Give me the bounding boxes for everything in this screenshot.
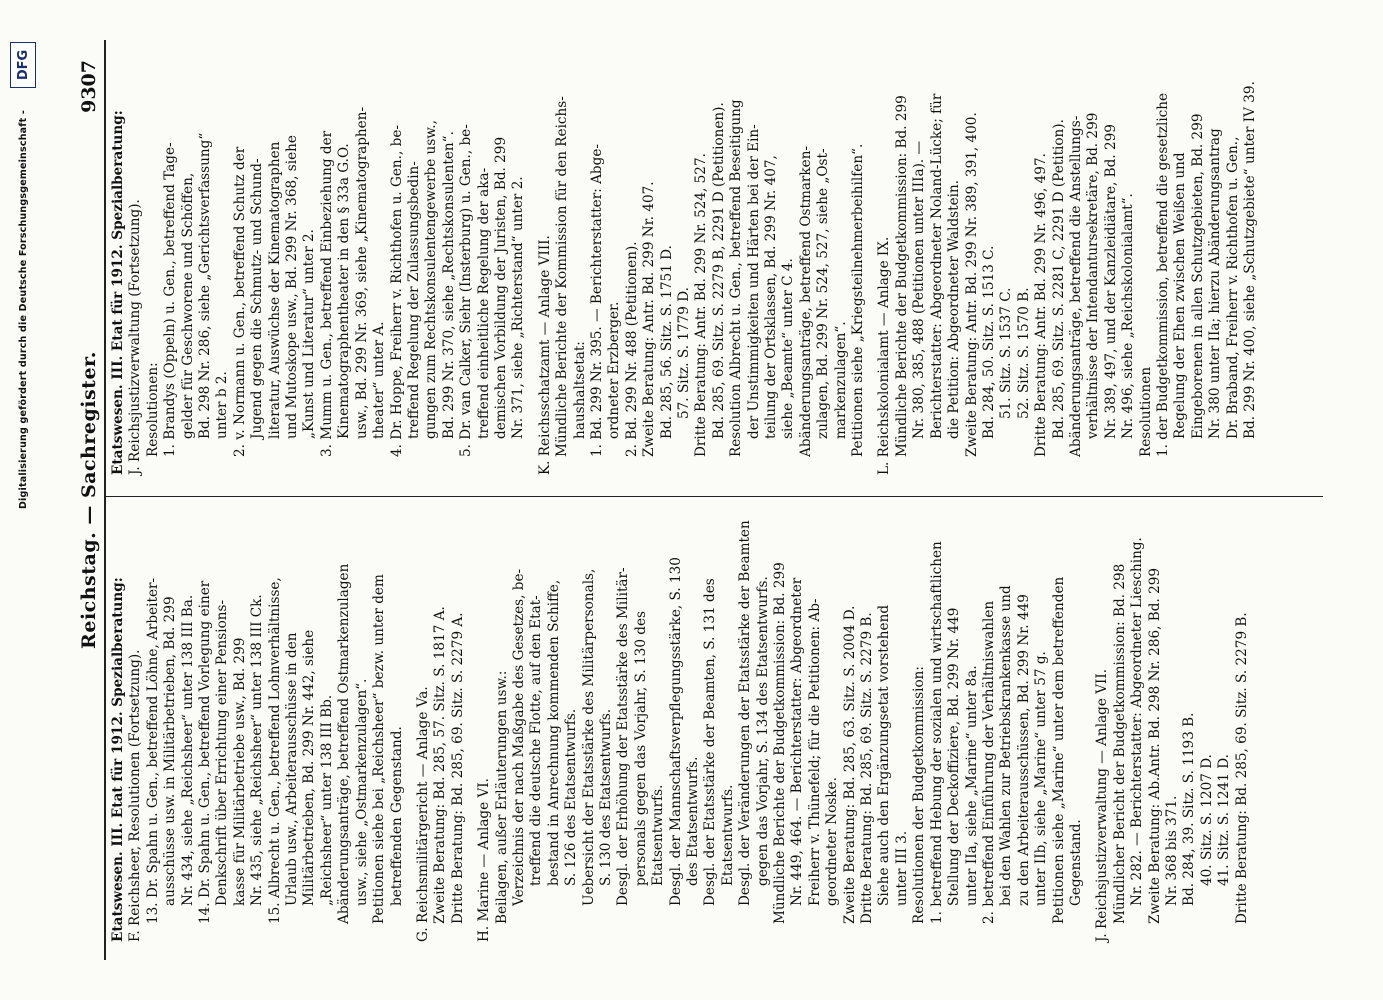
text-line: Jugend gegen die Schmutz- und Schund- [249,158,266,439]
text-line: Nr. 435, siehe „Reichsheer“ unter 138 III Ck. [249,594,266,906]
text-line: literatur, Auswüchse der Kinematographen [266,141,283,439]
text-line: Bd. 285, 56. Sitz. S. 1751 D. [658,245,675,439]
text-line: Nr. 434, siehe „Reichsheer“ unter 138 III Ba. [179,594,196,906]
text-line: zulagen, Bd. 299 Nr. 524, 527, siehe „Ost- [815,148,832,439]
spacer [1085,502,1094,942]
text-line: Resolutionen [1137,366,1154,457]
text-line: Zweite Beratung: Ab.Antr. Bd. 298 Nr. 286, Bd. 299 [1146,567,1163,924]
text-line: 5. Dr. van Calker, Siehr (Insterburg) u. Gen., be- [458,124,475,457]
dfg-logo [10,42,36,88]
text-line: Bd. 285, 69. Sitz. S. 2279 B, 2291 D (Petitionen). [710,102,727,439]
spacer [467,502,476,942]
text-line: Etatsentwurfs. [719,784,736,886]
text-line: Resolutionen: [144,362,161,457]
text-line: Nr. 389, 497, und der Kanzleidiätare, Bd. 299 [1102,124,1119,439]
page-number: 9307 [78,60,100,113]
text-line: Abänderungsanträge, betreffend Ostmarken- [797,145,814,457]
text-line: Mündliche Berichte der Budgetkommission: Bd. 299 [893,95,910,457]
text-line: Zweite Beratung: Bd. 285, 57. Sitz. S. 1817 A. [432,606,449,924]
text-line: 40. Sitz. S. 1207 D. [1198,754,1215,886]
text-line: 1. Bd. 299 Nr. 395. — Berichterstatter: Abge- [588,144,605,457]
text-line: Eingeborenen in allen Schutzgebieten, Bd. 299 [1189,113,1206,439]
text-line: Gegenstand. [1067,819,1084,906]
text-line: Etatsentwurfs. [650,784,667,886]
text-line: demischen Vorbildung der Juristen, Bd. 299 [492,136,509,439]
text-line: G. Reichsmilitärgericht — Anlage Va. [414,686,431,942]
text-line: personals gegen das Vorjahr, S. 130 des [632,610,649,886]
spacer [406,502,415,942]
text-line: Freiherr v. Thünefeld; für die Petitionen: Ab- [806,598,823,906]
running-title: Reichstag. — Sachregister. [78,351,100,649]
text-line: Stellung der Deckoffiziere, Bd. 299 Nr. 449 [946,607,963,906]
text-line: Resolution Albrecht u. Gen., betreffend Beseitigung [728,99,745,457]
text-line: Desgl. der Erhöhung der Etatsstärke des Militär- [615,567,632,906]
text-line: H. Marine — Anlage VI. [476,777,493,942]
text-line: 2. betreffend Einführung der Verhältniswahlen [980,600,997,924]
text-line: Dritte Beratung: Antr. Bd. 299 Nr. 496, 497. [1033,153,1050,457]
text-line: Bd. 299 Nr. 400, siehe „Schutzgebiete“ unter IV 39. [1242,81,1258,439]
text-line: 51. Sitz. S. 1537 C. [998,287,1015,419]
spacer [867,35,876,475]
footer-credit-strip [0,40,40,960]
text-line: Petitionen siehe „Marine“ unter dem betreffenden [1050,576,1067,924]
text-line: „Reichsheer“ unter 138 III Bb. [318,694,335,906]
text-line: Nr. 380, 385, 488 (Petitionen unter IIIa). — [911,140,928,439]
text-line: Kinematographentheater in den § 33a G.O. [336,143,353,439]
text-line: ordneter Erzberger. [606,301,623,439]
text-line: S. 126 des Etatsentwurfs. [563,708,580,886]
text-line: unter b 2. [214,371,231,439]
text-line: Verzeichnis der nach Maßgabe des Gesetzes, be- [510,568,527,906]
text-line: Abänderungsanträge, betreffend die Anstellungs- [1067,115,1084,457]
text-line: Desgl. der Etatsstärke der Beamten, S. 131 des [702,578,719,906]
text-line: Zweite Beratung: Bd. 285, 63. Sitz. S. 2004 D. [841,605,858,924]
text-line: treffend einheitliche Regelung der aka- [475,167,492,439]
text-line: 1. der Budgetkommission, betreffend die gesetzliche [1154,92,1171,457]
text-line: Denkschrift über Errichtung einer Pensions- [214,599,231,906]
text-line: gelder für Geschworene und Schöffen, [179,172,196,439]
text-line: kasse für Militärbetriebe usw., Bd. 299 [231,637,248,906]
text-line: des Etatsentwurfs. [685,756,701,886]
text-line: treffend die deutsche Flotte, auf den Etat- [528,595,545,886]
text-line: Urlaub usw., Arbeiterausschüsse in den [284,632,301,906]
text-line: Bd. 285, 69. Sitz. S. 2281 C, 2291 D (Petition). [1050,119,1067,439]
text-line: Zweite Beratung: Antr. Bd. 299 Nr. 407. [641,181,658,457]
text-line: Abänderungsanträge, betreffend Ostmarkenzulagen [336,563,353,924]
text-line: Mündlicher Bericht der Budgetkommission: Bd. 298 [1111,563,1128,924]
text-line: Mündliche Berichte der Budgetkommission: Bd. 299 [772,562,789,924]
text-line: J. Reichsjustizverwaltung — Anlage VII. [1094,668,1111,942]
text-line: theater“ unter A. [371,321,388,439]
page-header [72,40,106,960]
header-rule [104,40,106,960]
text-line: Bd. 298 Nr. 286, siehe „Gerichtsverfassung“ [197,132,214,439]
text-line: Mündliche Berichte der Kommission für den Reichs- [554,96,571,457]
text-line: Siehe auch den Ergänzungsetat vorstehend [876,604,893,906]
text-line: Beilagen, außer Erläuterungen usw.: [493,670,510,924]
text-line: 15. Albrecht u. Gen., betreffend Lohnverhältnisse, [266,577,283,924]
text-line: usw., Bd. 299 Nr. 369, siehe „Kinematographen- [353,106,370,439]
text-line: K. Reichsschatzamt — Anlage VIII. [536,235,553,475]
column-divider [104,496,1323,497]
text-line: unter IIb, siehe „Marine“ unter 57 g. [1033,651,1050,906]
text-line: usw., siehe „Ostmarkenzulagen“. [353,678,370,906]
text-line: unter IIa, siehe „Marine“ unter 8a. [963,665,980,906]
text-line: Dritte Beratung: Antr. Bd. 299 Nr. 524, 527. [693,153,710,457]
text-line: Etatswesen. III. Etat für 1912. Spezialberatung: [110,110,126,475]
text-line: Petitionen siehe „Kriegsteilnehmerbeihilfen“. [850,143,867,457]
left-column [110,502,1251,942]
text-line: 3. Mumm u. Gen., betreffend Einbeziehung der [318,130,335,457]
text-line: betreffenden Gegenstand. [388,726,405,906]
text-line: Desgl. der Veränderungen der Etatsstärke der Beamten [737,520,754,906]
text-line: 4. Dr. Hoppe, Freiherr v. Richthofen u. Gen., be- [388,125,405,457]
text-line: Resolutionen der Budgetkommission: [911,665,928,924]
text-line: Nr. 282. — Berichterstatter: Abgeordneter Liesching. [1129,537,1146,906]
text-line: „Kunst und Literatur“ unter 2. [301,229,318,439]
spacer [528,35,537,475]
right-column [110,35,1259,475]
text-line: siehe „Beamte“ unter C 4. [780,258,797,439]
text-line: 14. Dr. Spahn u. Gen., betreffend Vorlegung einer [197,580,214,924]
text-line: S. 130 des Etatsentwurfs. [597,708,614,886]
dfg-logo-text: DFG [15,49,31,81]
text-line: Desgl. der Mannschaftsverpflegungsstärke, S. 130 [667,557,684,906]
text-line: Bd. 284, 50. Sitz. S. 1513 C. [980,245,997,439]
text-line: haushaltsetat: [571,341,588,439]
text-line: Nr. 368 bis 371. [1163,795,1180,906]
text-line: verhältnisse der Intendantursekretäre, Bd. 299 [1085,112,1102,439]
text-line: L. Reichskolonialamt — Anlage IX. [876,236,893,475]
text-line: der Unstimmigkeiten und Härten bei der Ein- [745,124,762,439]
text-line: teilung der Ortsklassen, Bd. 299 Nr. 407, [763,155,780,439]
text-line: Etatswesen. III. Etat für 1912. Spezialberatung: [110,577,126,942]
text-line: Nr. 496, siehe „Reichskolonialamt“. [1120,193,1137,439]
text-line: markenzulagen“. [832,321,849,439]
text-line: F. Reichsheer, Resolutionen (Fortsetzung). [127,649,144,942]
text-line: Nr. 380 unter IIa; hierzu Abänderungsantrag [1207,128,1224,439]
text-line: die Petition: Abgeordneter Waldstein. [946,179,963,439]
text-line: bei den Wahlen zur Betriebskrankenkasse und [998,585,1015,906]
text-line: Petitionen siehe bei „Reichsheer“ bezw. unter dem [371,574,388,924]
text-line: Dritte Beratung: Bd. 285, 69. Sitz. S. 2279 A. [449,612,466,924]
text-line: Militärbetrieben, Bd. 299 Nr. 442, siehe [301,629,318,906]
text-line: Regelung der Ehen zwischen Weißen und [1172,152,1189,439]
text-line: und Mutoskope usw., Bd. 299 Nr. 368, siehe [284,135,301,439]
text-line: 2. v. Normann u. Gen., betreffend Schutz der [231,146,248,457]
dfg-credit-text: Digitalisierung gefördert durch die Deutsche Forschungsgemeinschaft - [18,110,29,510]
text-line: unter III 3. [893,830,910,906]
text-line: Dritte Beratung: Bd. 285, 69. Sitz. S. 2279 B. [859,612,876,924]
text-line: Nr. 371, siehe „Richterstand“ unter 2. [510,176,527,439]
text-line: Bd. 299 Nr. 370, siehe „Rechtskonsulenten“. [440,131,457,439]
text-line: ausschüsse usw. in Militärbetrieben, Bd. 299 [162,596,179,906]
text-line: 57. Sitz. S. 1779 D. [676,287,692,419]
text-line: 52. Sitz. S. 1570 B. [1015,287,1032,419]
text-line: gungen zum Rechtskonsulentengewerbe usw., [423,120,440,439]
text-line: 41. Sitz. S. 1241 D. [1216,754,1233,886]
text-line: geordneter Noske. [824,777,841,906]
text-line: treffend Regelung der Zulassungsbedin- [405,161,422,439]
text-line: gegen das Vorjahr, S. 134 des Etatsentwurfs. [754,576,771,886]
text-line: 1. betreffend Hebung der sozialen und wirtschaftlichen [928,541,945,924]
text-line: Berichterstatter: Abgeordneter Noland-Lücke; für [928,93,945,439]
text-line: 1. Brandys (Oppeln) u. Gen., betreffend Tage- [162,142,179,457]
text-line: 13. Dr. Spahn u. Gen., betreffend Löhne, Arbeiter- [144,577,161,924]
text-line: Dr. Braband, Freiherr v. Richthofen u. Gen., [1224,136,1241,439]
text-line: bestand in Anrechnung kommenden Schiffe, [545,579,562,886]
text-line: Zweite Beratung: Antr. Bd. 299 Nr. 389, 391, 400. [963,112,980,457]
text-line: Dritte Beratung: Bd. 285, 69. Sitz. S. 2279 B. [1233,612,1250,924]
text-line: J. Reichsjustizverwaltung (Fortsetzung). [127,199,144,475]
text-line: Nr. 449, 464. — Berichterstatter: Abgeordneter [789,577,806,906]
text-line: Uebersicht der Etatsstärke des Militärpersonals, [580,568,597,906]
text-line: zu den Arbeiterausschüssen, Bd. 299 Nr. 449 [1015,594,1032,906]
text-line: Bd. 284, 39. Sitz. S. 1193 B. [1181,712,1198,906]
text-line: 2. Bd. 299 Nr. 488 (Petitionen). [623,241,640,457]
